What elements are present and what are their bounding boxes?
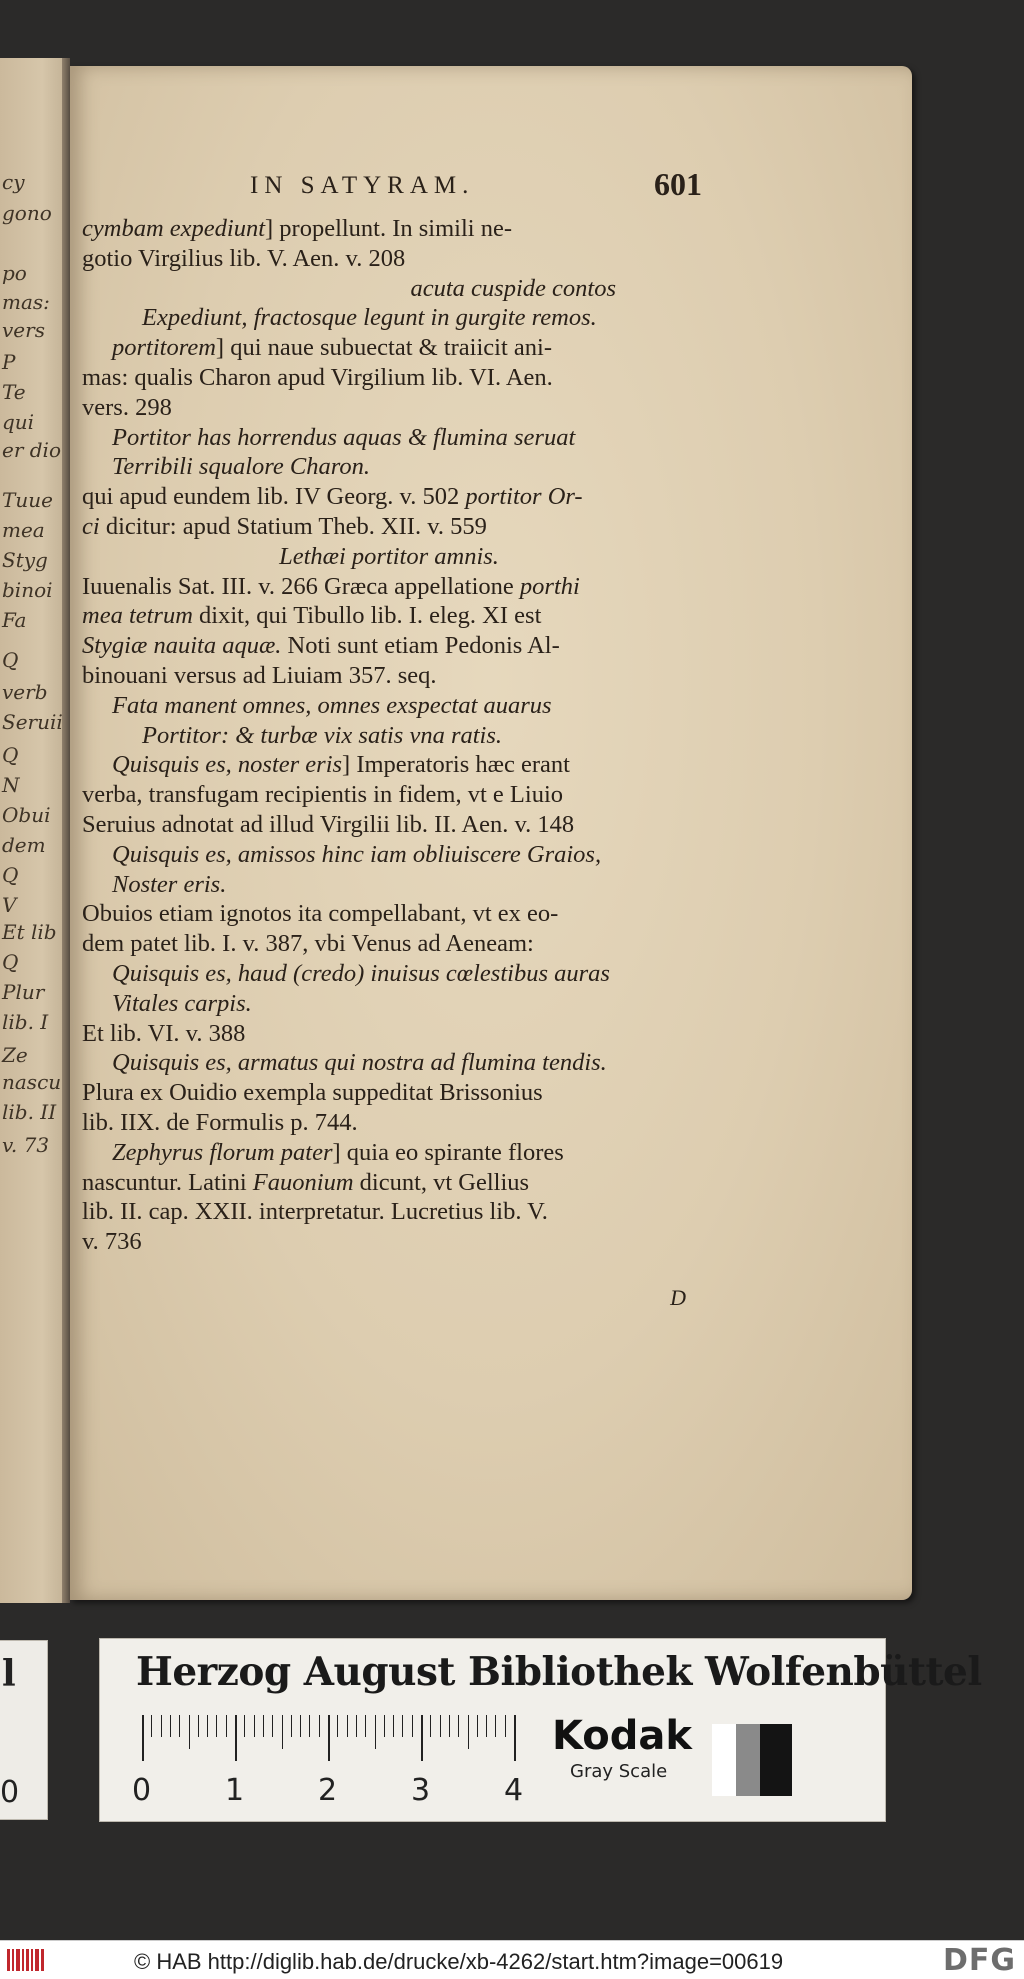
italic-text: Fata manent omnes, omnes exspectat auarus — [112, 691, 552, 719]
roman-text: verba, transfugam recipientis in fidem, vt e Liuio — [82, 781, 564, 809]
text-line — [82, 780, 696, 810]
text-line — [82, 333, 696, 363]
adjacent-text-fragment: qui — [2, 410, 35, 434]
text-line — [82, 1019, 696, 1049]
italic-text: Terribili squalore Charon. — [112, 453, 370, 481]
adjacent-text-fragment: er dio — [2, 438, 61, 462]
page-text-block — [82, 166, 702, 1311]
kodak-brand: Kodak — [552, 1713, 692, 1759]
ruler-tick — [402, 1715, 403, 1737]
ruler-tick — [458, 1715, 459, 1737]
ruler-tick — [282, 1715, 283, 1749]
ruler-tick — [309, 1715, 310, 1737]
adjacent-reference-card-fragment — [0, 1640, 48, 1820]
adjacent-text-fragment: gono — [2, 201, 52, 225]
ruler-tick — [300, 1715, 301, 1737]
roman-text: dixit, qui Tibullo lib. I. eleg. XI est — [192, 602, 542, 630]
book-page — [70, 66, 912, 1600]
italic-text: portitorem — [112, 334, 216, 362]
italic-text: Quisquis es, amissos hinc iam obliuiscere Graios, — [112, 840, 602, 868]
ruler-tick — [514, 1715, 516, 1761]
text-line — [82, 274, 696, 304]
italic-text: mea tetrum — [82, 602, 193, 630]
ruler-tick — [365, 1715, 366, 1737]
ruler-tick — [468, 1715, 469, 1749]
card-fragment-number: 0 — [0, 1775, 20, 1810]
ruler-tick — [384, 1715, 385, 1737]
adjacent-text-fragment: Q — [2, 950, 19, 974]
ruler-number: 3 — [411, 1773, 431, 1808]
adjacent-text-fragment: verb — [2, 680, 48, 704]
catchword: D — [670, 1284, 686, 1310]
roman-text: dicunt, vt Gellius — [353, 1168, 530, 1196]
adjacent-text-fragment: Q — [2, 863, 19, 887]
roman-text: gotio Virgilius lib. V. Aen. v. 208 — [82, 244, 406, 272]
italic-text: Quisquis es, haud (credo) inuisus cœlestibus auras — [112, 959, 610, 987]
roman-text: Noti sunt etiam Pedonis Al- — [281, 632, 560, 660]
ruler-tick — [440, 1715, 441, 1737]
adjacent-text-fragment: Fa — [2, 608, 27, 632]
roman-text: dicitur: apud Statium Theb. XII. v. 559 — [99, 512, 487, 540]
roman-text: ] qui naue subuectat & traiicit ani- — [215, 334, 552, 362]
adjacent-text-fragment: mas: — [2, 290, 50, 314]
adjacent-text-fragment: Te — [2, 380, 26, 404]
ruler-tick — [226, 1715, 227, 1737]
roman-text: nascuntur. Latini — [82, 1168, 253, 1196]
ruler-tick — [486, 1715, 487, 1737]
adjacent-text-fragment: Styg — [2, 548, 48, 572]
ruler-tick — [263, 1715, 264, 1737]
text-line — [82, 929, 696, 959]
roman-text: Seruius adnotat ad illud Virgilii lib. II. Aen. v. 148 — [82, 810, 575, 838]
italic-text: Quisquis es, noster eris — [112, 751, 343, 779]
adjacent-text-fragment: Tuue — [2, 488, 53, 512]
roman-text: Obuios etiam ignotos ita compellabant, vt ex eo- — [82, 900, 559, 928]
text-line — [82, 1168, 696, 1198]
text-line — [82, 572, 696, 602]
page-header — [82, 166, 702, 214]
text-line — [82, 1227, 696, 1257]
adjacent-text-fragment: N — [2, 773, 20, 797]
ruler-tick — [505, 1715, 506, 1737]
italic-text: Vitales carpis. — [112, 989, 252, 1017]
gray-swatch — [760, 1724, 792, 1796]
adjacent-text-fragment: vers — [2, 318, 45, 342]
roman-text: Iuuenalis Sat. III. v. 266 Græca appellatione — [82, 572, 520, 600]
ruler-tick — [272, 1715, 273, 1737]
text-line — [82, 393, 696, 423]
text-line — [82, 810, 696, 840]
ruler-number: 4 — [504, 1773, 524, 1808]
ruler-tick — [375, 1715, 376, 1749]
italic-text: Quisquis es, armatus qui nostra ad flumina tendis. — [112, 1049, 607, 1077]
italic-text: Stygiæ nauita aquæ. — [82, 632, 282, 660]
card-fragment-title: l — [2, 1653, 16, 1695]
adjacent-text-fragment: Obui — [2, 803, 51, 827]
roman-text: Plura ex Ouidio exempla suppeditat Brissonius — [82, 1079, 543, 1107]
italic-text: Fauonium — [252, 1168, 354, 1196]
text-line — [82, 1197, 696, 1227]
roman-text: ] Imperatoris hæc erant — [342, 751, 570, 779]
ruler-tick — [412, 1715, 413, 1737]
text-line — [82, 840, 696, 870]
roman-text: qui apud eundem lib. IV Georg. v. 502 — [82, 483, 466, 511]
ruler-tick — [495, 1715, 496, 1737]
color-reference-card — [99, 1638, 982, 1822]
page-gutter — [62, 58, 70, 1603]
copyright-url[interactable]: © HAB http://diglib.hab.de/drucke/xb-4262/start.htm?image=00619 — [134, 1949, 784, 1974]
library-name: Herzog August Bibliothek Wolfenbüttel — [136, 1649, 982, 1695]
ruler-tick — [216, 1715, 217, 1737]
text-line — [82, 542, 696, 572]
text-line — [82, 661, 696, 691]
adjacent-text-fragment: Et lib — [2, 920, 57, 944]
ruler-tick — [170, 1715, 171, 1737]
roman-text: lib. IIX. de Formulis p. 744. — [82, 1108, 358, 1136]
ruler-tick — [421, 1715, 423, 1761]
adjacent-text-fragment: po — [2, 261, 27, 285]
ruler-tick — [319, 1715, 320, 1737]
adjacent-page-fragment — [0, 58, 70, 1603]
ruler-tick — [161, 1715, 162, 1737]
roman-text: v. 736 — [82, 1228, 142, 1256]
text-line — [82, 512, 696, 542]
text-line — [82, 691, 696, 721]
adjacent-text-fragment: Q — [2, 743, 19, 767]
adjacent-text-fragment: v. 73 — [2, 1133, 50, 1157]
roman-text: binouani versus ad Liuiam 357. seq. — [82, 661, 437, 689]
ruler-tick — [337, 1715, 338, 1737]
adjacent-text-fragment: lib. II — [2, 1100, 57, 1124]
italic-text: cymbam expediunt — [82, 215, 265, 242]
ruler-tick — [254, 1715, 255, 1737]
roman-text: ] propellunt. In simili ne- — [265, 215, 512, 242]
text-line — [82, 214, 696, 244]
italic-text: porthi — [519, 572, 580, 600]
italic-text: acuta cuspide contos — [410, 274, 616, 302]
text-line — [82, 1138, 696, 1168]
page-number: 601 — [654, 166, 702, 202]
adjacent-text-fragment: Q — [2, 648, 19, 672]
text-line — [82, 452, 696, 482]
ruler-tick — [291, 1715, 292, 1737]
text-line — [82, 721, 696, 751]
adjacent-text-fragment: binoi — [2, 578, 53, 602]
adjacent-text-fragment: Seruii — [2, 710, 63, 734]
adjacent-text-fragment: P — [2, 350, 16, 374]
ruler-number: 1 — [225, 1773, 245, 1808]
roman-text: vers. 298 — [82, 393, 172, 421]
ruler-tick — [393, 1715, 394, 1737]
ruler-tick — [356, 1715, 357, 1737]
text-line — [82, 244, 696, 274]
ruler-tick — [198, 1715, 199, 1737]
adjacent-text-fragment: mea — [2, 518, 45, 542]
italic-text: Portitor has horrendus aquas & flumina seruat — [112, 423, 576, 451]
gray-swatch — [712, 1724, 736, 1796]
roman-text: mas: qualis Charon apud Virgilium lib. VI. Aen. — [82, 363, 553, 391]
roman-text: ] quia eo spirante flores — [332, 1138, 564, 1166]
text-line — [82, 1108, 696, 1138]
ruler-tick — [477, 1715, 478, 1737]
ruler-tick — [449, 1715, 450, 1737]
text-line — [82, 303, 696, 333]
footer-bar — [0, 1940, 1024, 1979]
gray-scale-label: Gray Scale — [570, 1761, 668, 1782]
text-lines — [82, 214, 696, 1257]
italic-text: Portitor: & turbæ vix satis vna ratis. — [142, 721, 503, 749]
ruler-tick — [142, 1715, 144, 1761]
ruler-tick — [207, 1715, 208, 1737]
text-line — [82, 423, 696, 453]
text-line — [82, 482, 696, 512]
adjacent-text-fragment: V — [2, 893, 17, 917]
dfg-logo: DFG — [942, 1943, 1016, 1978]
gray-swatch — [736, 1724, 760, 1796]
ruler-tick — [244, 1715, 245, 1737]
adjacent-text-fragment: nascu — [2, 1070, 62, 1094]
adjacent-text-fragment: cy — [2, 170, 25, 194]
italic-text: Zephyrus florum pater — [112, 1138, 333, 1166]
text-line — [82, 631, 696, 661]
ruler-tick — [179, 1715, 180, 1737]
text-line — [82, 1078, 696, 1108]
text-line — [82, 870, 696, 900]
ruler-number: 2 — [318, 1773, 338, 1808]
text-line — [82, 601, 696, 631]
italic-text: Lethæi portitor amnis. — [279, 542, 499, 570]
ruler-number: 0 — [132, 1773, 152, 1808]
adjacent-text-fragment: dem — [2, 833, 46, 857]
ruler-tick — [235, 1715, 237, 1761]
roman-text: lib. II. cap. XXII. interpretatur. Lucretius lib. V. — [82, 1198, 548, 1226]
ruler-tick — [430, 1715, 431, 1737]
ruler-tick — [189, 1715, 190, 1749]
text-line — [82, 363, 696, 393]
italic-text: Noster eris. — [112, 870, 227, 898]
adjacent-text-fragment: lib. I — [2, 1010, 49, 1034]
ruler-tick — [328, 1715, 330, 1761]
text-line — [82, 959, 696, 989]
barcode-logo-icon — [6, 1947, 46, 1973]
italic-text: ci — [82, 512, 100, 540]
roman-text: Et lib. VI. v. 388 — [82, 1019, 246, 1047]
adjacent-text-fragment: Ze — [2, 1043, 28, 1067]
ruler-tick — [347, 1715, 348, 1737]
italic-text: Expediunt, fractosque legunt in gurgite remos. — [142, 304, 597, 332]
running-head: IN SATYRAM. — [250, 172, 475, 199]
text-line — [82, 989, 696, 1019]
text-line — [82, 899, 696, 929]
text-line — [82, 750, 696, 780]
text-line — [82, 1048, 696, 1078]
ruler-tick — [151, 1715, 152, 1737]
adjacent-text-fragment: Plur — [2, 980, 45, 1004]
italic-text: portitor Or- — [465, 483, 583, 511]
roman-text: dem patet lib. I. v. 387, vbi Venus ad Aeneam: — [82, 930, 534, 958]
